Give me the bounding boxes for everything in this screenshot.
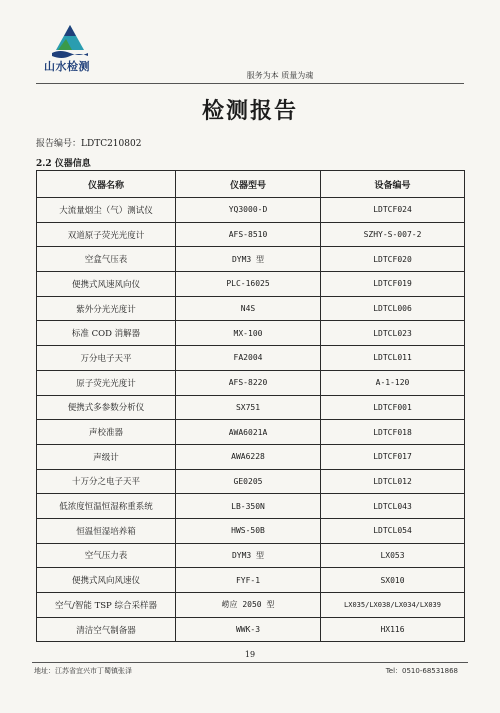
table-row [37,198,465,223]
instrument-model: N4S [176,296,321,321]
instrument-name: 紫外分光光度计 [37,296,176,321]
table-row [37,247,465,272]
device-number: HX116 [321,617,465,642]
table-row [37,444,465,469]
instrument-model: FA2004 [176,346,321,371]
instrument-name: 原子荧光光度计 [37,370,176,395]
instrument-model: AWA6228 [176,444,321,469]
instrument-model: LB-350N [176,494,321,519]
table-row [37,321,465,346]
instrument-model: DYM3 型 [176,247,321,272]
table-row [37,469,465,494]
footer-divider [32,662,468,663]
table-row [37,420,465,445]
header-slogan: 服务为本 质量为魂 [246,71,314,80]
column-header-model: 仪器型号 [176,171,321,198]
instrument-model: WWK-3 [176,617,321,642]
column-header-device-number: 设备编号 [321,171,465,198]
instrument-model: YQ3000-D [176,198,321,223]
device-number: LDTCF001 [321,395,465,420]
table-row [37,272,465,297]
table-row [37,395,465,420]
device-number: LDTCL012 [321,469,465,494]
report-number: 报告编号：LDTC210802 [36,139,142,149]
device-number: LDTCF020 [321,247,465,272]
device-number: LDTCF017 [321,444,465,469]
device-number: LDTCL006 [321,296,465,321]
device-number: LDTCL023 [321,321,465,346]
instrument-model: SX751 [176,395,321,420]
instrument-name: 恒温恒湿培养箱 [37,518,176,543]
table-row [37,617,465,642]
column-header-instrument-name: 仪器名称 [37,171,176,198]
device-number: LX053 [321,543,465,568]
table-row [37,370,465,395]
instrument-name: 万分电子天平 [37,346,176,371]
instrument-model: AFS-8220 [176,370,321,395]
instrument-name: 清洁空气制备器 [37,617,176,642]
instrument-name: 便携式风向风速仪 [37,568,176,593]
page-number: 19 [244,650,256,659]
device-number: LDTCF024 [321,198,465,223]
device-number: LDTCL011 [321,346,465,371]
footer-address: 地址：江苏省宜兴市丁蜀镇张泽 [34,667,132,675]
instrument-name: 空气/智能 TSP 综合采样器 [37,593,176,618]
instrument-name: 空盒气压表 [37,247,176,272]
instrument-model: DYM3 型 [176,543,321,568]
table-header-row [37,171,465,198]
device-number: SX010 [321,568,465,593]
table-row [37,494,465,519]
section-heading: 2.2 仪器信息 [36,159,91,169]
instrument-model: PLC-16025 [176,272,321,297]
device-number: SZHY-S-007-2 [321,222,465,247]
instrument-name: 便携式多参数分析仪 [37,395,176,420]
table-row [37,346,465,371]
instrument-table [36,170,465,642]
instrument-model: 崂应 2050 型 [176,593,321,618]
device-number: LDTCL043 [321,494,465,519]
instrument-name: 标准 COD 消解器 [37,321,176,346]
table-row [37,568,465,593]
company-name: 山水检测 [44,60,90,73]
instrument-name: 双道原子荧光光度计 [37,222,176,247]
report-title: 检测报告 [201,99,298,124]
device-number: A-1-120 [321,370,465,395]
table-row [37,296,465,321]
mountain-water-logo-icon [50,22,90,62]
table-row [37,222,465,247]
device-number: LDTCL054 [321,518,465,543]
table-row [37,593,465,618]
device-number: LDTCF018 [321,420,465,445]
instrument-name: 十万分之电子天平 [37,469,176,494]
instrument-name: 便携式风速风向仪 [37,272,176,297]
table-row [37,543,465,568]
instrument-model: AFS-8510 [176,222,321,247]
instrument-name: 空气压力表 [37,543,176,568]
header-divider [36,83,464,84]
footer-telephone: Tel：0510-68531868 [385,667,458,675]
instrument-name: 声校准器 [37,420,176,445]
device-number: LX035/LX038/LX034/LX039 [321,593,465,618]
table-row [37,518,465,543]
instrument-model: FYF-1 [176,568,321,593]
instrument-model: HWS-50B [176,518,321,543]
instrument-name: 大流量烟尘（气）测试仪 [37,198,176,223]
instrument-name: 声级计 [37,444,176,469]
instrument-model: MX-100 [176,321,321,346]
instrument-model: GE0205 [176,469,321,494]
instrument-model: AWA6021A [176,420,321,445]
device-number: LDTCF019 [321,272,465,297]
instrument-name: 低浓度恒温恒湿称重系统 [37,494,176,519]
